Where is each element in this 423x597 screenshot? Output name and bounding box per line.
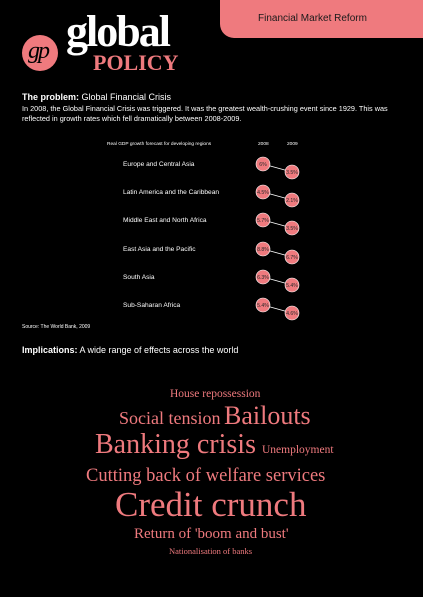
cloud-word-boom-and-bust: Return of 'boom and bust' [134,526,289,542]
chart-category-label: Middle East and North Africa [123,217,207,224]
logo-initials: gp [28,38,48,64]
cloud-word-banking-crisis: Banking crisis [95,429,256,460]
chart-data-label: 6.3% [257,275,269,281]
chart-source: Source: The World Bank, 2009 [22,324,91,330]
cloud-word-bailouts: Bailouts [224,401,311,430]
implications-heading [22,345,238,355]
chart-title: Real GDP growth forecast for developing regions [107,142,212,147]
chart-category-label: Latin America and the Caribbean [123,189,220,196]
implications-heading-bold: Implications: [22,345,78,355]
cloud-word-nationalisation: Nationalisation of banks [169,546,253,556]
intro-paragraph: In 2008, the Global Financial Crisis was triggered. It was the greatest wealth-crushing event since 1929. This was reflected in growth rates which fell dramatically between 2008-2009. [22,104,388,123]
logo-word-global: global [66,7,169,56]
chart-data-label: 6% [259,162,267,168]
chart-data-label: 4.5% [257,190,269,196]
implications-heading-rest: A wide range of effects across the world [77,345,239,355]
chart-data-label: 2.1% [286,198,298,204]
cloud-word-house-repossession: House repossession [170,388,261,400]
cloud-word-social-tension: Social tension [119,408,221,428]
chart-column-2008: 2008 [258,142,269,147]
chart-category-label: Sub-Saharan Africa [123,302,181,309]
chart-category-label: Europe and Central Asia [123,161,195,168]
cloud-word-credit-crunch: Credit crunch [115,485,307,524]
chart-data-label: 6.7% [286,255,298,261]
chart-column-2009: 2009 [287,142,298,147]
chart-category-label: South Asia [123,274,155,281]
problem-heading-rest: Global Financial Crisis [79,92,172,102]
chart-data-label: 3.5% [286,226,298,232]
chart-category-label: East Asia and the Pacific [123,246,196,253]
chart-data-label: 4.6% [286,311,298,317]
problem-heading-bold: The problem: [22,92,80,102]
chart-data-label: 5.4% [286,283,298,289]
section-tab-label: Financial Market Reform [258,13,367,24]
cloud-word-unemployment: Unemployment [262,444,334,456]
cloud-word-welfare-cuts: Cutting back of welfare services [86,466,326,486]
logo-word-policy: POLICY [93,50,179,75]
chart-data-label: 5.7% [257,218,269,224]
chart-data-label: 3.5% [286,170,298,176]
chart-data-label: 5.4% [257,303,269,309]
chart-data-label: 8.8% [257,247,269,253]
